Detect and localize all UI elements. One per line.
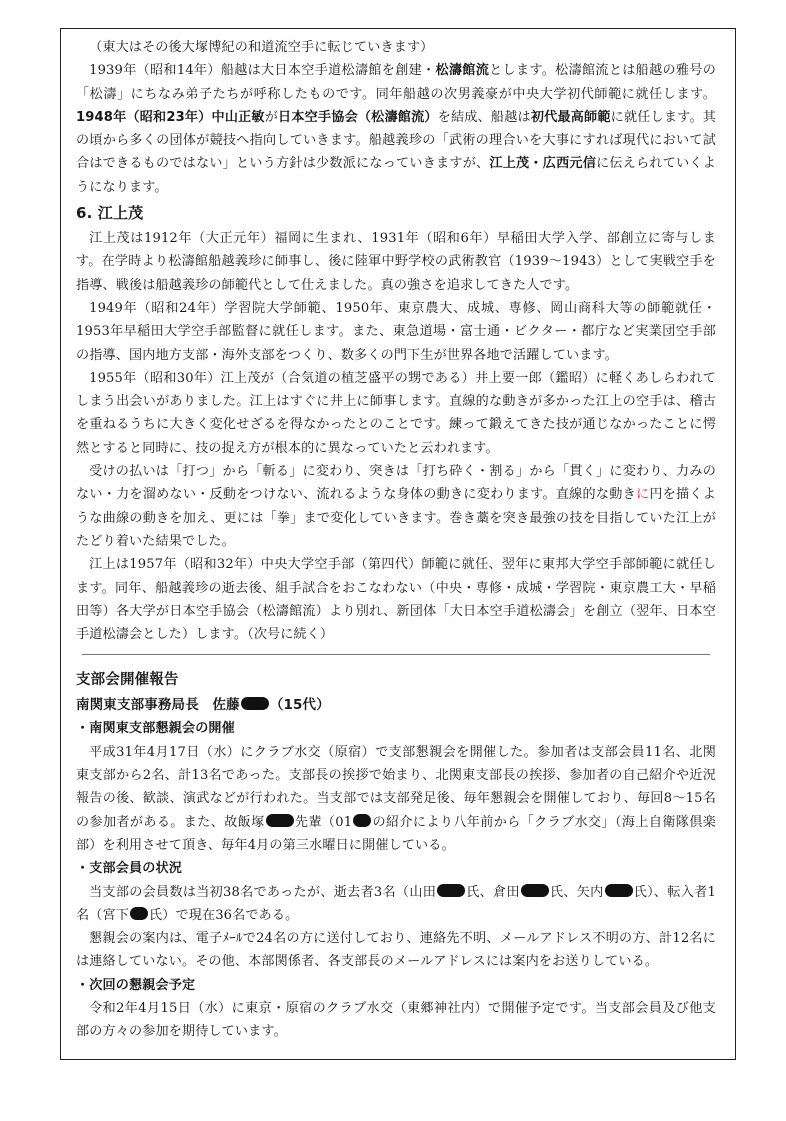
paragraph-egami-1: 江上茂は1912年（大正元年）福岡に生まれ、1931年（昭和6年）早稲田大学入学、部創立に寄与します。在学時より松濤館船越義珍に師事し、後に陸軍中野学校の武術教官（1939〜1943）として実戦空手を指導、戦後は船越義珍の師範代として仕えました。真の強さを追求してきた人です。 [76,231,716,293]
text-run: 1939年（昭和14年）船越は大日本空手道松濤館を創建・ [89,63,436,79]
report-title: 支部会開催報告 [76,672,179,689]
text-run: に就任します。其の頃から多くの団体が競技へ指向していきます。船越義珍の「武術の理合いを大事にすれば現代において試合はできるものではない」という方針は少数派になっていきますが、 [76,109,716,172]
redaction-mark [241,697,269,710]
bold-term-chief-instructor: 初代最高師範 [530,109,611,125]
bullet-heading-members: ・支部会員の状況 [76,861,182,877]
paragraph-egami-5: 江上は1957年（昭和32年）中央大学空手部（第四代）師範に就任、翌年に東邦大学空手部師範に就任します。同年、船越義珍の逝去後、組手試合をおこなわない（中央・専修・成城・学習院・東京農工大・早稲田等）各大学が日本空手協会（松濤館流）より別れ、新団体「大日本空手道松濤会」を創立（翌年、日本空手道松濤会とした）します。（次号に続く） [76,557,716,643]
text-run: 先輩（01 [294,814,353,830]
text-run: の紹介により八年前から「クラブ水交」（海上自衛隊倶楽部）を利用させて頂き、毎年4月の第三水曜日に開催している。 [76,814,716,853]
article-content [76,36,716,1044]
text-run: 氏）で現在36名である。 [148,907,299,923]
bold-names-egami-hironishi: 江上茂・広西元信 [489,156,597,172]
bullet-heading-meeting: ・南関東支部懇親会の開催 [76,721,235,737]
author-generation: （15代） [269,697,330,714]
paragraph-members [76,881,716,928]
text-run: 氏、矢内 [549,884,604,900]
bold-term-jka: 日本空手協会（松濤館流） [278,109,438,125]
section-divider [82,654,710,655]
paragraph-next-meeting: 令和2年4月15日（水）に東京・原宿のクラブ水交（東郷神社内）で開催予定です。当支部会員及び他支部の方々の参加を期待しています。 [76,1000,716,1040]
text-run: が [264,109,279,125]
bold-year-1948: 1948年（昭和23年） [76,109,212,125]
text-run: とします。松濤館流とは船越の雅号の「松濤」にちなみ弟子たちが呼称したものです。同年船越の次男義豪が中央大学初代師範に就任します。 [76,63,716,102]
redaction-mark [266,814,294,827]
redaction-mark [353,814,371,827]
text-run: を結成、船越は [437,109,531,125]
text-run: 受けの払いは「打つ」から「斬る」に変わり、突きは「打ち砕く・割る」から「貫く」に変わり、力みのない・力を溜めない・反動をつけない、流れるような身体の動きに変わります。直線的な動き [76,464,716,503]
text-run: 氏、倉田 [466,884,520,900]
redaction-mark [605,884,633,897]
paragraph-invitations: 懇親会の案内は、電子ﾒｰﾙで24名の方に送付しており、連絡先不明、メールアドレス不明の方、計12名には連絡していない。その他、本部関係者、各支部長のメールアドレスには案内をお送りしている。 [76,931,716,970]
intro-paren-note: （東大はその後大塚博紀の和道流空手に転じていきます） [89,40,434,55]
paragraph-egami-2: 1949年（昭和24年）学習院大学師範、1950年、東京農大、成城、専修、岡山商科大等の師範就任・1953年早稲田大学空手部監督に就任します。また、東急道場・富士通・ビクター・都庁など実業団空手部の指導、国内地方支部・海外支部をつくり、数多くの門下生が世界各地で活躍しています。 [76,300,716,363]
red-character: に [635,487,650,503]
paragraph-egami-4 [76,460,716,553]
bullet-heading-next-meeting: ・次回の懇親会予定 [76,977,196,993]
bold-name-nakayama: 中山正敏 [211,109,265,125]
paragraph-meeting [76,741,716,857]
section-heading-egami: 6. 江上茂 [76,204,144,223]
text-run: 当支部の会員数は当初38名であったが、逝去者3名（山田 [89,884,437,900]
redaction-mark [437,884,465,897]
text-run: 平成31年4月17日（水）にクラブ水交（原宿）で支部懇親会を開催した。参加者は支部会員11名、北関東支部から2名、計13名であった。支部長の挨拶で始まり、北関東支部長の挨拶、参加者の自己紹介や近況報告の後、歓談、演武などが行われた。当支部では支部発足後、毎年懇親会を開催しており、毎回8〜15名の参加者がある。また、故飯塚 [76,744,716,830]
report-author-line [76,693,716,717]
bold-term-shotokan-ryu: 松濤館流 [435,63,490,79]
author-name: 南関東支部事務局長 佐藤 [76,697,240,714]
paragraph-1939 [76,59,716,199]
text-run: 氏）、転入者1名（宮下 [76,884,716,923]
redaction-mark [130,907,148,920]
text-run: 円を描くような曲線の動きを加え、更には「拳」まで変化していきます。巻き藁を突き最強の技を目指していた江上がたどり着いた結果でした。 [76,487,717,549]
text-run: に伝えられていくようになります。 [76,156,717,195]
redaction-mark [521,884,549,897]
paragraph-egami-3: 1955年（昭和30年）江上茂が（合気道の植芝盛平の甥である）井上要一郎（鑑昭）に軽くあしらわれてしまう出会いがありました。江上はすぐに井上に師事します。直線的な動きが多かった江上の空手は、稽古を重ねるうちに大きく変化せざるを得なかったとのことです。練って鍛えてきた技が通じなかったことに愕然とすると同時に、技の捉え方が根本的に異なっていたと云われます。 [76,370,716,456]
